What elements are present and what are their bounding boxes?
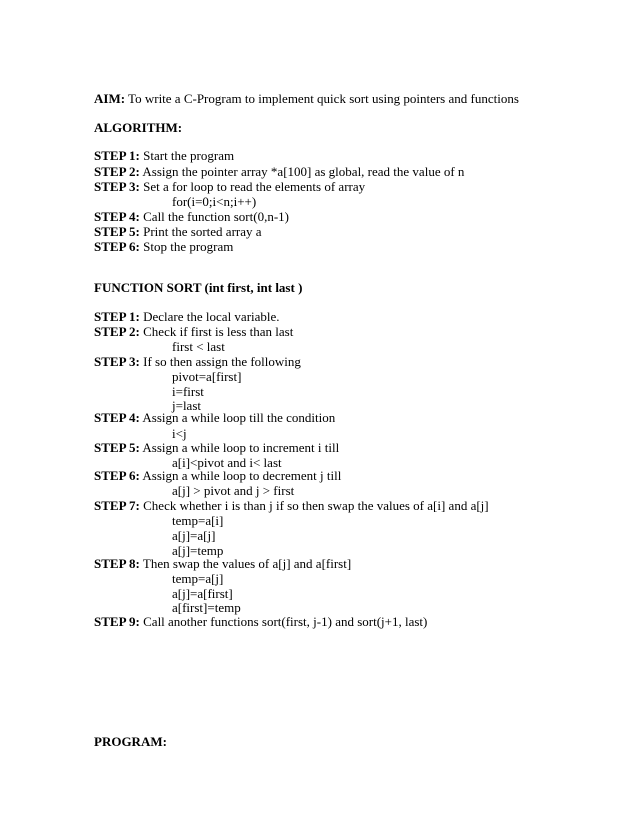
step-label: STEP 3: bbox=[94, 179, 140, 194]
sort-step bbox=[94, 614, 427, 630]
sort-step bbox=[94, 498, 489, 514]
sort-code-line: i<j bbox=[172, 426, 187, 441]
aim-line bbox=[94, 91, 519, 107]
step-text: Assign a while loop till the condition bbox=[139, 410, 336, 425]
step-label: STEP 2: bbox=[94, 324, 140, 339]
sort-step bbox=[94, 309, 280, 325]
sort-code-line: i=first bbox=[172, 384, 204, 399]
aim-label: AIM: bbox=[94, 91, 126, 106]
step-text: Assign the pointer array *a[100] as global, read the value of n bbox=[139, 164, 465, 179]
step-text: Then swap the values of a[j] and a[first] bbox=[139, 556, 352, 571]
sort-code-line: a[j]=a[j] bbox=[172, 528, 216, 543]
step-label: STEP 4: bbox=[94, 209, 140, 224]
sort-code-line: first < last bbox=[172, 339, 225, 354]
step-label: STEP 6: bbox=[94, 468, 140, 483]
step-text: Call the function sort(0,n-1) bbox=[139, 209, 289, 224]
step-label: STEP 7: bbox=[94, 498, 140, 513]
step-text: Start the program bbox=[139, 148, 235, 163]
sort-step bbox=[94, 556, 351, 572]
step-label: STEP 5: bbox=[94, 440, 140, 455]
step-text: Stop the program bbox=[139, 239, 234, 254]
algorithm-code-line: for(i=0;i<n;i++) bbox=[172, 194, 257, 209]
sort-code-line: a[i]<pivot and i< last bbox=[172, 455, 282, 470]
sort-code-line: temp=a[j] bbox=[172, 571, 224, 586]
step-label: STEP 1: bbox=[94, 309, 140, 324]
program-heading: PROGRAM: bbox=[94, 734, 167, 749]
sort-code-line: temp=a[i] bbox=[172, 513, 224, 528]
function-sort-heading: FUNCTION SORT (int first, int last ) bbox=[94, 280, 303, 295]
step-label: STEP 2: bbox=[94, 164, 140, 179]
step-text: Call another functions sort(first, j-1) and sort(j+1, last) bbox=[139, 614, 428, 629]
sort-step bbox=[94, 468, 341, 484]
step-text: Assign a while loop to increment i till bbox=[139, 440, 340, 455]
sort-step bbox=[94, 440, 339, 456]
aim-text: To write a C-Program to implement quick sort using pointers and functions bbox=[125, 91, 519, 106]
step-label: STEP 8: bbox=[94, 556, 140, 571]
algorithm-step bbox=[94, 239, 233, 255]
step-text: Check if first is less than last bbox=[139, 324, 294, 339]
algorithm-step bbox=[94, 164, 464, 180]
step-label: STEP 4: bbox=[94, 410, 140, 425]
step-text: Set a for loop to read the elements of array bbox=[139, 179, 366, 194]
step-label: STEP 3: bbox=[94, 354, 140, 369]
sort-code-line: a[j] > pivot and j > first bbox=[172, 483, 295, 498]
step-text: If so then assign the following bbox=[139, 354, 301, 369]
step-label: STEP 5: bbox=[94, 224, 140, 239]
sort-code-line: a[j]=temp bbox=[172, 543, 224, 558]
sort-step bbox=[94, 324, 293, 340]
algorithm-step bbox=[94, 148, 234, 164]
step-text: Print the sorted array a bbox=[139, 224, 262, 239]
step-label: STEP 1: bbox=[94, 148, 140, 163]
step-label: STEP 6: bbox=[94, 239, 140, 254]
algorithm-step bbox=[94, 209, 289, 225]
sort-code-line: pivot=a[first] bbox=[172, 369, 242, 384]
algorithm-heading: ALGORITHM: bbox=[94, 120, 183, 135]
sort-code-line: a[j]=a[first] bbox=[172, 586, 233, 601]
sort-step bbox=[94, 354, 301, 370]
sort-step bbox=[94, 410, 335, 426]
sort-code-line: j=last bbox=[172, 398, 201, 413]
sort-code-line: a[first]=temp bbox=[172, 600, 241, 615]
algorithm-step bbox=[94, 179, 365, 195]
step-text: Assign a while loop to decrement j till bbox=[139, 468, 342, 483]
step-text: Declare the local variable. bbox=[139, 309, 280, 324]
step-label: STEP 9: bbox=[94, 614, 140, 629]
algorithm-step bbox=[94, 224, 262, 240]
step-text: Check whether i is than j if so then swap the values of a[i] and a[j] bbox=[139, 498, 489, 513]
